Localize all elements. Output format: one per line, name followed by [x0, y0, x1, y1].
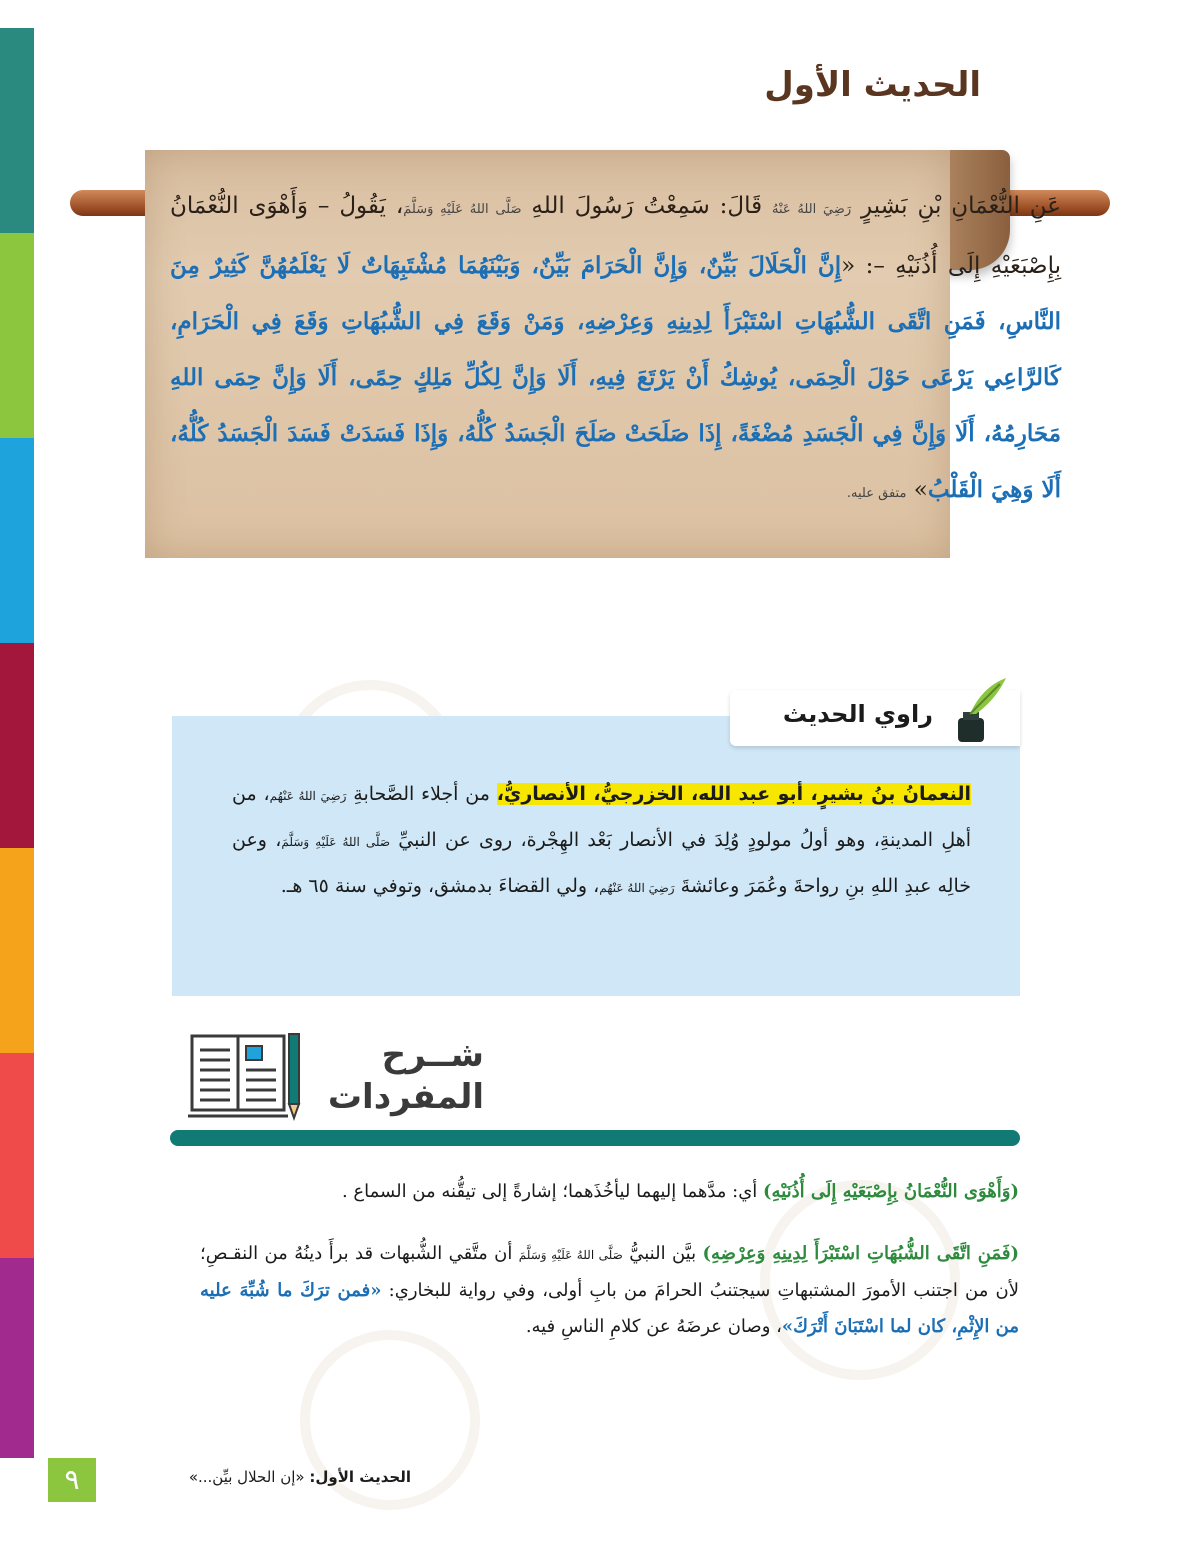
- honorific-saw: صَلَّى اللهُ عَلَيْهِ وَسَلَّمَ: [518, 1248, 623, 1262]
- honorific-ra: رَضِيَ اللهُ عَنْهُ: [772, 202, 852, 217]
- vocab-title-line-1: شــرح: [381, 1035, 484, 1075]
- color-stripes: [0, 28, 34, 1458]
- narrator-title: راوي الحديث: [782, 700, 933, 728]
- running-footer: [189, 1468, 411, 1486]
- vocab-title: [284, 1034, 484, 1118]
- page-number: ٩: [48, 1458, 96, 1502]
- hadith-body: إِنَّ الْحَلَالَ بَيِّنٌ، وَإِنَّ الْحَرَامَ بَيِّنٌ، وَبَيْنَهُمَا مُشْتَبِهَاتٌ لَا يَعْلَمُهُنَّ كَثِيرٌ مِنَ النَّاسِ، فَمَنِ اتَّقَى الشُّبُهَاتِ اسْتَبْرَأَ لِدِينِهِ وَعِرْضِهِ، وَمَنْ وَقَعَ فِي الشُّبُهَاتِ وَقَعَ فِي الْحَرَامِ، كَالرَّاعِي يَرْعَى حَوْلَ الْحِمَى، يُوشِكُ أَنْ يَرْتَعَ فِيهِ، أَلَا وَإِنَّ لِكُلِّ مَلِكٍ حِمًى، أَلَا وَإِنَّ حِمَى اللهِ مَحَارِمُهُ، أَلَا وَإِنَّ فِي الْجَسَدِ مُضْغَةً، إِذَا صَلَحَتْ: [170, 252, 1062, 447]
- hadith-tail: صَلَحَ الْجَسَدُ كُلُّهُ، وَإِذَا فَسَدَتْ فَسَدَ الْجَسَدُ كُلُّهُ، أَلَا وَهِيَ الْقَلْبُ: [170, 420, 1061, 503]
- stripe-purple: [0, 1258, 34, 1458]
- narrator-text-1: من أجلاء الصَّحابةِ: [346, 783, 497, 805]
- hadith-close: »: [913, 477, 928, 503]
- hadith-text: [170, 178, 1061, 522]
- hadith-intro: عَنِ النُّعْمَانِ بْنِ بَشِيرٍ: [861, 193, 1061, 219]
- narrator-text-3: ، وعن خالِه عبدِ اللهِ بنِ رواحةَ وعُمَرَ وعائشةَ: [232, 829, 971, 897]
- stripe-orange: [0, 848, 34, 1053]
- hadith-intro-3: ، يَقُولُ – وَأَهْوَى النُّعْمَانُ بِإِصْبَعَيْهِ إِلَى أُذُنَيْهِ –: «: [170, 193, 1061, 279]
- narrator-text: [232, 772, 971, 910]
- vocab-item-1: [200, 1174, 1019, 1210]
- vocab-item-2: [200, 1236, 1019, 1345]
- divider-bar: [170, 1130, 1020, 1146]
- stripe-teal: [0, 28, 34, 233]
- narrator-text-2: ، من أهلِ المدينةِ، وهو أولُ مولودٍ وُلِدَ في الأنصار بَعْد الهِجْرة، روى عن النبيِّ: [232, 783, 972, 851]
- vocab-text-1: أي: مدَّهما إليهما ليأخُذَهما؛ إشارةً إلى تيقُّنه من السماع .: [341, 1181, 764, 1202]
- honorific-saw: صَلَّى اللهُ عَلَيْهِ وَسَلَّمَ: [403, 202, 522, 217]
- honorific-ra-plural: رَضِيَ اللهُ عَنْهُم: [269, 789, 347, 803]
- narrator-text-4: ، ولي القضاءَ بدمشق، وتوفي سنة ٦٥ هـ.: [280, 875, 600, 897]
- narrator-name: النعمانُ بنُ بشيرٍ، أبو عبد الله، الخزرجيُّ، الأنصاريُّ،: [496, 783, 972, 805]
- honorific-ra-plural: رَضِيَ اللهُ عَنْهُم: [599, 881, 675, 895]
- vocab-term-1: (وَأَهْوَى النُّعْمَانُ بِإِصْبَعَيْهِ إِلَى أُذُنَيْهِ): [763, 1181, 1019, 1202]
- vocab-text-2b: أن متَّقي الشُّبهات قد برأَ دينُهُ من النقـصِ؛ لأن من اجتنب الأمورَ المشتبهاتِ سيجتنبُ الحرامَ من بابِ أولى، وفي رواية للبخاري:: [200, 1243, 1019, 1301]
- vocab-quote: «فمن ترَكَ ما شُبِّهَ عليه من الإِثْمِ، كان لما اسْتَبَانَ أَتْرَكَ»: [200, 1280, 1019, 1337]
- vocab-text-2a: بيَّن النبيُّ: [622, 1243, 703, 1264]
- open-book-icon: [188, 1028, 308, 1124]
- stripe-green: [0, 233, 34, 438]
- section-title: الحديث الأول: [764, 65, 981, 105]
- hadith-intro-2: قَالَ: سَمِعْتُ رَسُولَ اللهِ: [521, 193, 773, 219]
- vocab-term-2: (فَمَنِ اتَّقَى الشُّبُهَاتِ اسْتَبْرَأَ لِدِينِهِ وَعِرْضِهِ): [702, 1243, 1019, 1264]
- honorific-saw: صَلَّى اللهُ عَلَيْهِ وَسَلَّمَ: [281, 835, 391, 849]
- stripe-maroon: [0, 643, 34, 848]
- stripe-red: [0, 1053, 34, 1258]
- inkwell-quill-icon: [950, 676, 1010, 746]
- stripe-blue: [0, 438, 34, 643]
- footer-chapter-title: «إن الحلال بيِّن...»: [188, 1468, 310, 1486]
- vocab-title-line-2: المفردات: [327, 1077, 484, 1117]
- vocab-text-2c: ، وصان عرضَهُ عن كلامِ الناسِ فيه.: [525, 1316, 782, 1337]
- agreed-label: متفق عليه.: [846, 486, 907, 501]
- footer-chapter-label: الحديث الأول:: [309, 1468, 411, 1486]
